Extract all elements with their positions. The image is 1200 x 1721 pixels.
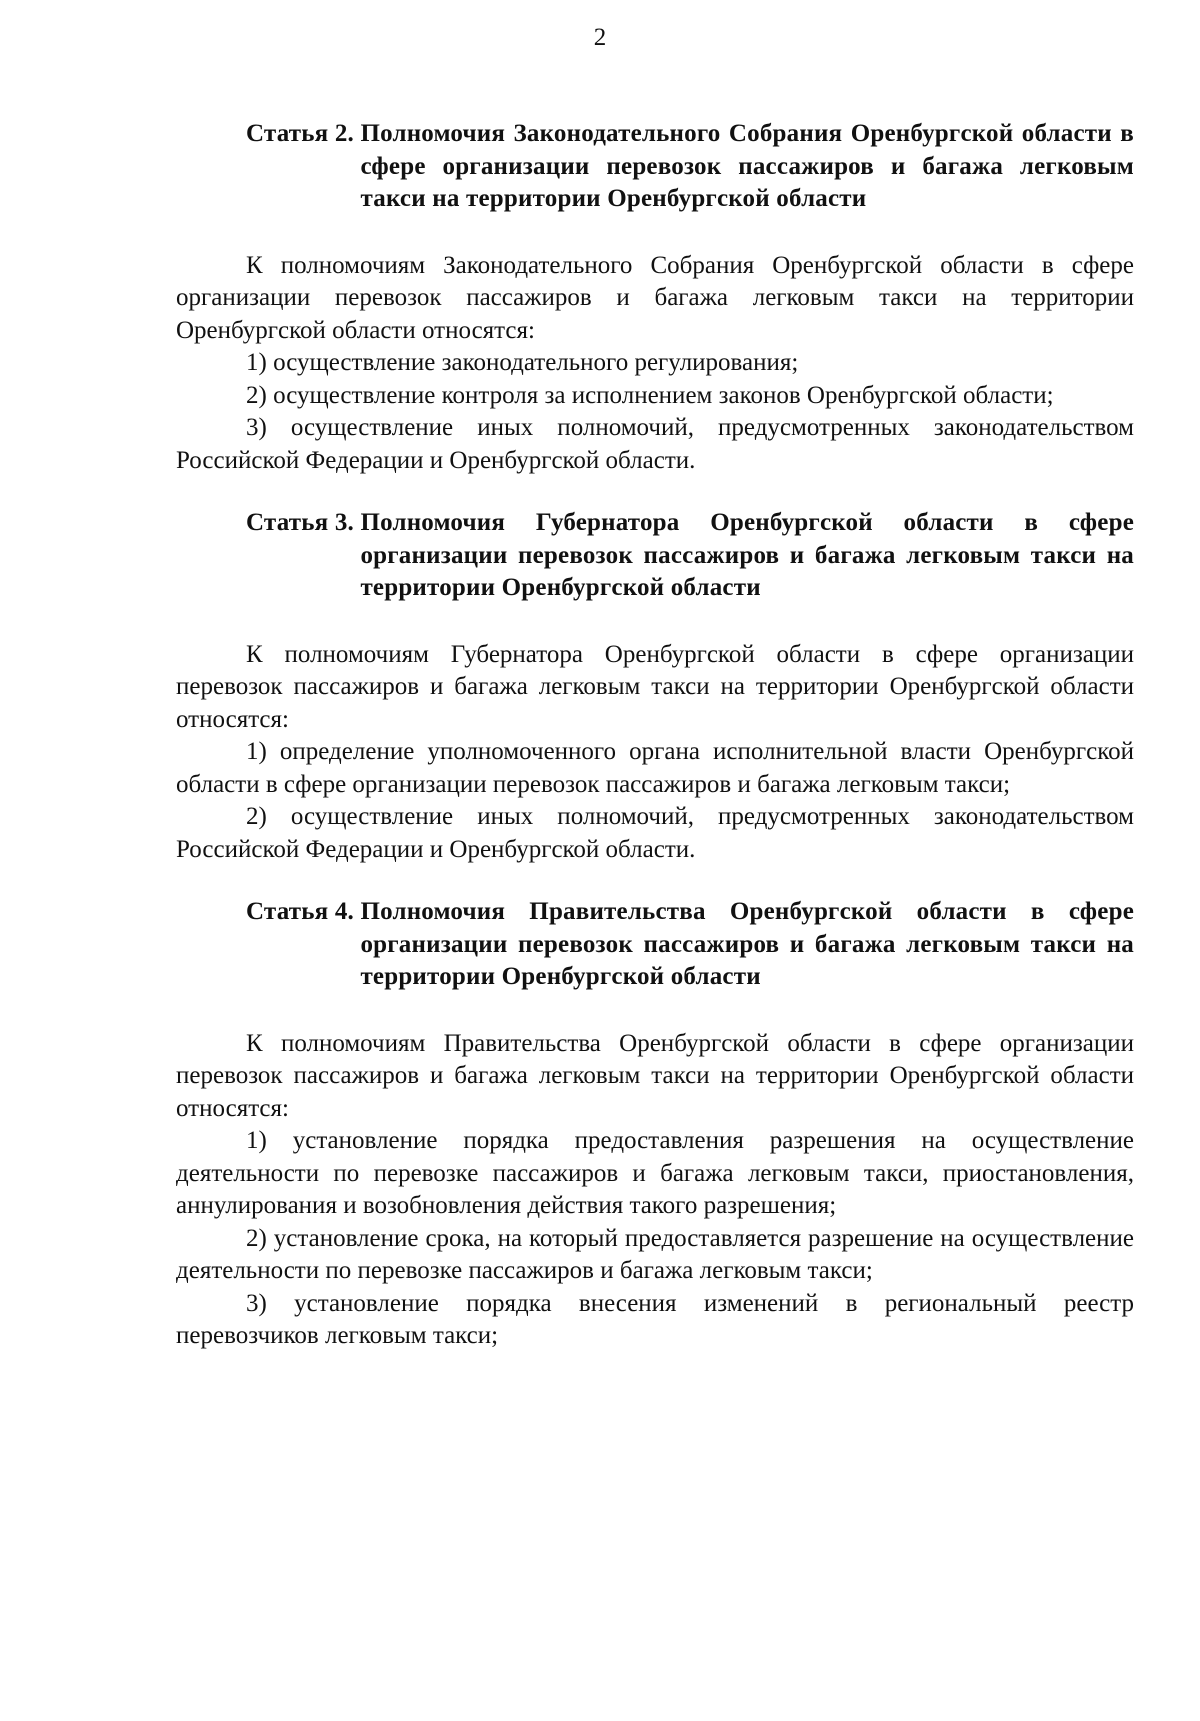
article-title: Полномочия Правительства Оренбургской области в сфере организации перевозок пассажиров и багажа легковым такси на территории Оренбургской области <box>360 898 1134 990</box>
article-paragraph: 1) установление порядка предоставления разрешения на осуществление деятельности по перевозке пассажиров и багажа легковым такси, приостановления, аннулирования и возобновления действия такого разрешения; <box>176 1127 1134 1219</box>
article-paragraph: 2) осуществление контроля за исполнением законов Оренбургской области; <box>246 381 1054 409</box>
article-paragraph: 2) установление срока, на который предоставляется разрешение на осуществление деятельности по перевозке пассажиров и багажа легковым такси; <box>176 1224 1134 1284</box>
article-heading <box>176 118 1134 216</box>
article-3 <box>176 507 1134 866</box>
article-label: Статья 4. <box>246 898 361 925</box>
article-paragraph: 2) осуществление иных полномочий, предусмотренных законодательством Российской Федерации и Оренбургской области. <box>176 803 1134 863</box>
document-body <box>176 118 1134 1383</box>
article-paragraph: К полномочиям Правительства Оренбургской области в сфере организации перевозок пассажиров и багажа легковым такси на территории Оренбургской области относятся: <box>176 1029 1134 1122</box>
article-2 <box>176 118 1134 477</box>
article-4 <box>176 896 1134 1353</box>
article-heading <box>176 507 1134 605</box>
article-paragraph: 1) определение уполномоченного органа исполнительной власти Оренбургской области в сфере организации перевозок пассажиров и багажа легковым такси; <box>176 738 1134 798</box>
page-number: 2 <box>593 24 607 51</box>
article-paragraph: 3) установление порядка внесения изменений в региональный реестр перевозчиков легковым такси; <box>176 1289 1134 1349</box>
article-paragraph: К полномочиям Губернатора Оренбургской области в сфере организации перевозок пассажиров и багажа легковым такси на территории Оренбургской области относятся: <box>176 640 1134 733</box>
article-label: Статья 3. <box>246 509 361 536</box>
article-paragraph: К полномочиям Законодательного Собрания Оренбургской области в сфере организации перевозок пассажиров и багажа легковым такси на территории Оренбургской области относятся: <box>176 251 1134 344</box>
article-title: Полномочия Губернатора Оренбургской области в сфере организации перевозок пассажиров и багажа легковым такси на территории Оренбургской области <box>360 509 1134 601</box>
article-label: Статья 2. <box>246 120 361 147</box>
article-paragraph: 3) осуществление иных полномочий, предусмотренных законодательством Российской Федерации и Оренбургской области. <box>176 414 1134 474</box>
article-title: Полномочия Законодательного Собрания Оренбургской области в сфере организации перевозок пассажиров и багажа легковым такси на территории Оренбургской области <box>360 120 1134 212</box>
article-heading <box>176 896 1134 994</box>
article-paragraph: 1) осуществление законодательного регулирования; <box>246 349 799 376</box>
